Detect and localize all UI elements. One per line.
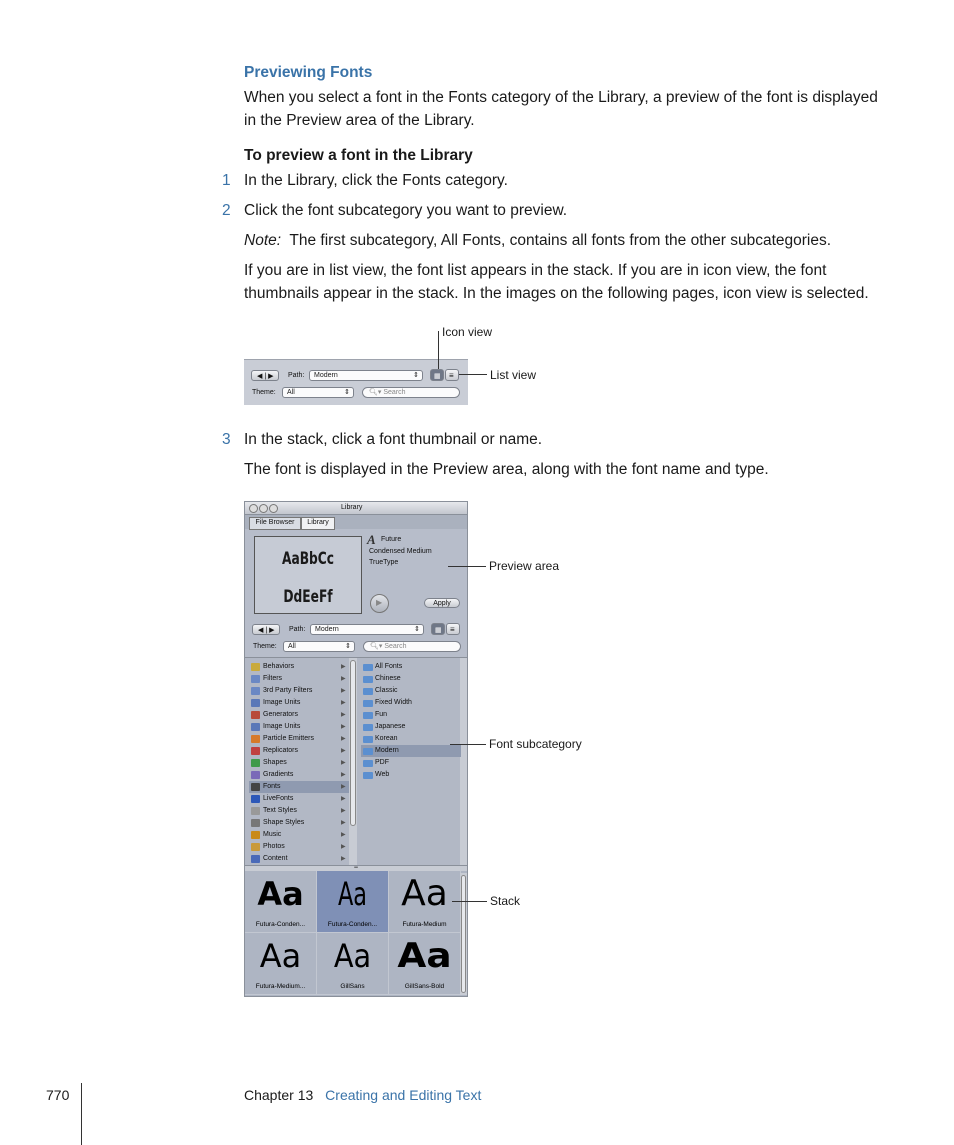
search-field[interactable] xyxy=(363,641,461,652)
font-glyph-sample: Aa xyxy=(397,936,452,976)
search-field[interactable] xyxy=(362,387,460,398)
category-label: Behaviors xyxy=(263,663,295,670)
folder-icon xyxy=(363,712,373,719)
procedure-title: To preview a font in the Library xyxy=(244,147,473,164)
disclosure-arrow-icon: ▶ xyxy=(341,796,346,802)
disclosure-arrow-icon: ▶ xyxy=(341,748,346,754)
category-item[interactable] xyxy=(249,685,349,697)
disclosure-arrow-icon: ▶ xyxy=(341,772,346,778)
category-item[interactable] xyxy=(249,805,349,817)
subcategory-item[interactable] xyxy=(361,661,461,673)
list-icon: ≡ xyxy=(449,371,454,380)
tab-library[interactable]: Library xyxy=(301,517,335,530)
folder-icon xyxy=(363,664,373,671)
disclosure-arrow-icon: ▶ xyxy=(341,844,346,850)
category-item[interactable] xyxy=(249,841,349,853)
category-item[interactable] xyxy=(249,697,349,709)
subcategory-item[interactable] xyxy=(361,685,461,697)
tab-bar xyxy=(245,515,467,529)
stack-area xyxy=(245,871,467,997)
category-label: Image Units xyxy=(263,723,301,730)
subcategory-item[interactable] xyxy=(361,673,461,685)
title-bar xyxy=(245,502,467,515)
chapter-title[interactable]: Creating and Editing Text xyxy=(325,1087,482,1103)
category-icon xyxy=(251,747,260,755)
category-item[interactable] xyxy=(249,757,349,769)
subcategory-item[interactable] xyxy=(361,733,461,745)
category-icon xyxy=(251,699,260,707)
category-label: Replicators xyxy=(263,747,299,754)
subcategory-label: Korean xyxy=(375,735,398,742)
category-label: Image Units xyxy=(263,699,301,706)
category-icon xyxy=(251,843,260,851)
folder-icon xyxy=(363,724,373,731)
search-icon: 🔍︎▾ xyxy=(369,389,382,396)
play-button[interactable] xyxy=(370,594,389,613)
font-caption: Futura-Conden... xyxy=(255,921,306,928)
category-icon xyxy=(251,723,260,731)
font-thumbnail[interactable] xyxy=(245,871,317,933)
disclosure-arrow-icon: ▶ xyxy=(341,784,346,790)
category-label: Filters xyxy=(263,675,283,682)
disclosure-arrow-icon: ▶ xyxy=(341,676,346,682)
subcategory-label: Modern xyxy=(375,747,399,754)
font-caption: Futura-Medium xyxy=(402,921,447,928)
subcategory-item[interactable] xyxy=(361,709,461,721)
note-label: Note: xyxy=(244,232,282,249)
category-label: Photos xyxy=(263,843,285,850)
callout-icon-view: Icon view xyxy=(442,325,493,339)
view-paragraph: If you are in list view, the font list appears in the stack. If you are in icon view, the font thumbnails appear in the stack. In the images on the following pages, icon view is selected. xyxy=(244,262,869,302)
footer-divider xyxy=(81,1083,82,1145)
search-placeholder: Search xyxy=(383,389,406,396)
category-icon xyxy=(251,819,260,827)
tab-file-browser[interactable]: File Browser xyxy=(249,517,301,530)
subcategory-scrollbar[interactable] xyxy=(460,658,467,866)
category-icon xyxy=(251,735,260,743)
callout-stack: Stack xyxy=(490,894,521,908)
list-view-button[interactable] xyxy=(445,369,459,381)
subcategory-item[interactable] xyxy=(361,757,461,769)
subcategory-item[interactable] xyxy=(361,721,461,733)
category-item[interactable] xyxy=(249,661,349,673)
zoom-button[interactable] xyxy=(269,504,278,513)
font-thumbnail[interactable] xyxy=(245,933,317,995)
category-label: LiveFonts xyxy=(263,795,294,802)
category-label: Content xyxy=(263,855,288,862)
library-panel xyxy=(244,501,468,997)
category-label: Fonts xyxy=(263,783,281,790)
subcategory-label: Chinese xyxy=(375,675,401,682)
subcategory-label: Fixed Width xyxy=(375,699,412,706)
disclosure-arrow-icon: ▶ xyxy=(341,820,346,826)
step-number: 3 xyxy=(222,431,231,448)
step-2 xyxy=(222,199,568,222)
category-icon xyxy=(251,783,260,791)
list-icon: ≡ xyxy=(450,625,455,634)
note-text: The first subcategory, All Fonts, contains all fonts from the other subcategories. xyxy=(289,232,832,249)
step-number: 1 xyxy=(222,172,231,189)
note xyxy=(244,229,924,252)
font-thumbnail[interactable] xyxy=(317,871,389,933)
category-item[interactable] xyxy=(249,829,349,841)
category-item[interactable] xyxy=(249,793,349,805)
category-icon xyxy=(251,759,260,767)
category-item[interactable] xyxy=(249,817,349,829)
font-thumbnail[interactable] xyxy=(317,933,389,995)
subcategory-item[interactable] xyxy=(361,745,461,757)
disclosure-arrow-icon: ▶ xyxy=(341,724,346,730)
subcategory-item[interactable] xyxy=(361,697,461,709)
category-label: Particle Emitters xyxy=(263,735,314,742)
category-label: Shapes xyxy=(263,759,287,766)
footer-chapter xyxy=(244,1087,481,1103)
theme-label: Theme: xyxy=(253,643,277,650)
font-glyph-sample: Aa xyxy=(257,875,304,913)
category-item[interactable] xyxy=(249,673,349,685)
search-icon: 🔍︎▾ xyxy=(370,643,383,650)
folder-icon xyxy=(363,748,373,755)
disclosure-arrow-icon: ▶ xyxy=(341,760,346,766)
font-glyph-sample: Aa xyxy=(401,873,448,914)
category-item[interactable] xyxy=(249,745,349,757)
font-caption: Futura-Conden... xyxy=(327,921,378,928)
folder-icon xyxy=(363,676,373,683)
intro-paragraph: When you select a font in the Fonts category of the Library, a preview of the font is displayed in the Preview area of the Library. xyxy=(244,89,878,129)
category-icon xyxy=(251,855,260,863)
category-label: Text Styles xyxy=(263,807,297,814)
subcategory-label: Web xyxy=(375,771,390,778)
subcategory-label: Fun xyxy=(375,711,388,718)
category-scrollbar[interactable] xyxy=(349,658,357,866)
disclosure-arrow-icon: ▶ xyxy=(341,664,346,670)
apply-button[interactable]: Apply xyxy=(424,598,460,608)
path-value: Modern xyxy=(314,372,338,379)
path-label: Path: xyxy=(289,626,306,633)
folder-icon xyxy=(363,688,373,695)
category-label: Shape Styles xyxy=(263,819,305,826)
category-item[interactable] xyxy=(249,721,349,733)
category-item[interactable] xyxy=(249,733,349,745)
disclosure-arrow-icon: ▶ xyxy=(341,700,346,706)
preview-sample-1: AaBbCc xyxy=(281,549,335,569)
category-icon xyxy=(251,711,260,719)
category-label: Music xyxy=(263,831,282,838)
subcategory-label: All Fonts xyxy=(375,663,403,670)
back-forward-buttons[interactable]: ◀ | ▶ xyxy=(251,370,279,381)
font-caption: GillSans xyxy=(340,983,365,990)
toolbar-figure xyxy=(244,359,468,405)
close-button[interactable] xyxy=(249,504,258,513)
step-3 xyxy=(222,428,543,451)
minimize-button[interactable] xyxy=(259,504,268,513)
category-item[interactable] xyxy=(249,781,349,793)
disclosure-arrow-icon: ▶ xyxy=(341,808,346,814)
path-value: Modern xyxy=(315,626,339,633)
result-paragraph: The font is displayed in the Preview area, along with the font name and type. xyxy=(244,461,769,478)
path-popup[interactable]: Modern ⇕ xyxy=(309,370,423,381)
font-type-icon: A xyxy=(367,532,376,547)
back-forward-buttons[interactable]: ◀ | ▶ xyxy=(252,624,280,635)
font-caption: GillSans-Bold xyxy=(404,983,445,990)
category-label: Generators xyxy=(263,711,299,718)
scroll-thumb[interactable] xyxy=(350,660,356,826)
theme-popup[interactable]: All ⇕ xyxy=(282,387,354,398)
path-popup[interactable]: Modern ⇕ xyxy=(310,624,424,635)
disclosure-arrow-icon: ▶ xyxy=(341,736,346,742)
callout-font-subcategory: Font subcategory xyxy=(489,737,582,751)
stack-scrollbar[interactable] xyxy=(460,873,467,995)
search-placeholder: Search xyxy=(384,643,407,650)
step-1 xyxy=(222,169,508,192)
font-glyph-sample: Aa xyxy=(333,937,372,975)
list-view-button[interactable] xyxy=(446,623,460,635)
splitter-handle[interactable]: ═ xyxy=(245,865,467,872)
subcategory-label: Japanese xyxy=(375,723,406,730)
preview-sample-2: DdEeFf xyxy=(283,587,333,607)
category-item[interactable] xyxy=(249,853,349,865)
category-icon xyxy=(251,675,260,683)
folder-icon xyxy=(363,772,373,779)
icon-view-button[interactable] xyxy=(430,369,444,381)
theme-label: Theme: xyxy=(252,389,276,396)
preview-box xyxy=(254,536,362,614)
category-icon xyxy=(251,831,260,839)
subcategory-label: PDF xyxy=(375,759,389,766)
subcategory-label: Classic xyxy=(375,687,398,694)
window-title: Library xyxy=(341,504,363,511)
theme-value: All xyxy=(288,643,296,650)
disclosure-arrow-icon: ▶ xyxy=(341,712,346,718)
font-glyph-sample: Aa xyxy=(337,875,368,913)
category-icon xyxy=(251,771,260,779)
disclosure-arrow-icon: ▶ xyxy=(341,688,346,694)
font-caption: Futura-Medium... xyxy=(255,983,306,990)
grid-icon: ▦ xyxy=(435,627,442,634)
theme-value: All xyxy=(287,389,295,396)
disclosure-arrow-icon: ▶ xyxy=(341,856,346,862)
step-number: 2 xyxy=(222,202,231,219)
page-number: 770 xyxy=(46,1087,70,1103)
subcategory-item[interactable] xyxy=(361,769,461,781)
category-item[interactable] xyxy=(249,769,349,781)
section-title: Previewing Fonts xyxy=(244,64,373,81)
font-style: Condensed Medium xyxy=(369,548,432,555)
step-text: Click the font subcategory you want to preview. xyxy=(244,202,568,219)
font-name: Future xyxy=(381,536,402,543)
theme-popup[interactable]: All ⇕ xyxy=(283,641,355,652)
category-icon xyxy=(251,807,260,815)
font-glyph-sample: Aa xyxy=(259,937,302,975)
category-icon xyxy=(251,663,260,671)
category-icon xyxy=(251,795,260,803)
callout-list-view: List view xyxy=(490,368,537,382)
folder-icon xyxy=(363,736,373,743)
font-thumbnail[interactable] xyxy=(389,933,461,995)
browser-area xyxy=(245,657,467,866)
disclosure-arrow-icon: ▶ xyxy=(341,832,346,838)
folder-icon xyxy=(363,700,373,707)
step-text: In the Library, click the Fonts category. xyxy=(244,172,508,189)
callout-preview-area: Preview area xyxy=(489,559,560,573)
font-type: TrueType xyxy=(369,559,399,566)
grid-icon: ▦ xyxy=(434,373,441,380)
category-label: 3rd Party Filters xyxy=(263,687,313,694)
folder-icon xyxy=(363,760,373,767)
category-label: Gradients xyxy=(263,771,294,778)
path-label: Path: xyxy=(288,372,305,379)
category-icon xyxy=(251,687,260,695)
category-item[interactable] xyxy=(249,709,349,721)
play-icon: ▶ xyxy=(376,598,383,607)
step-text: In the stack, click a font thumbnail or name. xyxy=(244,431,543,448)
font-thumbnail[interactable] xyxy=(389,871,461,933)
chapter-label: Chapter 13 xyxy=(244,1087,314,1103)
icon-view-button[interactable] xyxy=(431,623,445,635)
scroll-thumb[interactable] xyxy=(461,875,466,993)
